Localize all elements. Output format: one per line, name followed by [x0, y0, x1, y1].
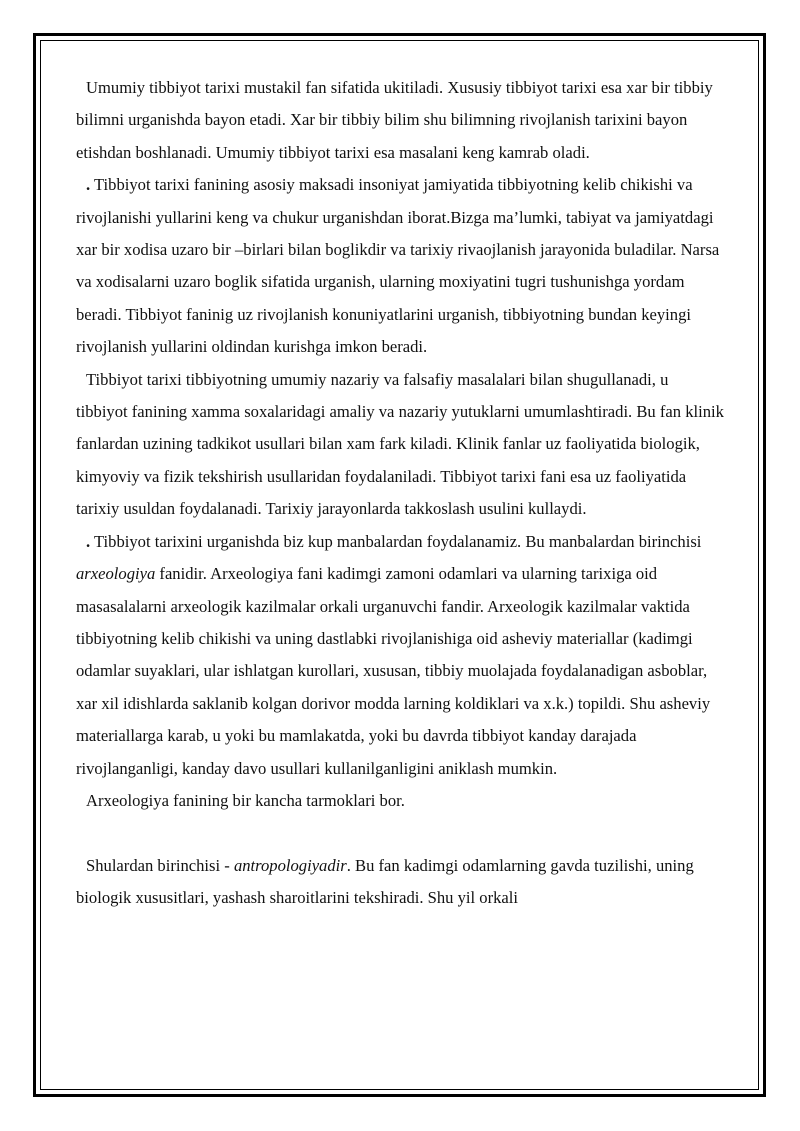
- paragraph-6-text-b: . Bu fan kadimgi odamlarning gavda tuzilishi, uning biologik xususitlari, yashash sharoitlarini tekshiradi. Shu yil orkali: [76, 855, 694, 908]
- document-body: [76, 72, 724, 915]
- paragraph-3: Tibbiyot tarixi tibbiyotning umumiy nazariy va falsafiy masalalari bilan shugullanadi, u tibbiyot fanining xamma soxalaridagi amaliy va nazariy yutuklarni umumlashtiradi. Bu fan klinik fanlardan uzining tadkikot usullari bilan xam fark kiladi. Klinik fanlar uz faoliyatida biologik, kimyoviy va fizik tekshirish usullaridan foydalaniladi. Tibbiyot tarixi fani esa uz faoliyatida tarixiy usuldan foydalanadi. Tarixiy jarayonlarda takkoslash usulini kullaydi.: [76, 369, 724, 519]
- paragraph-4-text-a: Tibbiyot tarixini urganishda biz kup manbalardan foydalanamiz. Bu manbalardan birinchisi: [90, 531, 702, 551]
- paragraph-6-emphasis: antropologiyadir: [233, 855, 347, 875]
- paragraph-4: [76, 526, 724, 785]
- paragraph-2: [76, 169, 724, 363]
- paragraph-4-bullet: .: [86, 531, 91, 551]
- paragraph-5: Arxeologiya fanining bir kancha tarmoklari bor.: [86, 790, 405, 810]
- paragraph-6-text-a: Shulardan birinchisi -: [86, 855, 234, 875]
- paragraph-1: Umumiy tibbiyot tarixi mustakil fan sifatida ukitiladi. Xususiy tibbiyot tarixi esa xar bir tibbiy bilimni urganishda bayon etadi. Xar bir tibbiy bilim shu bilimning rivojlanish tarixini bayon etishdan boshlanadi. Umumiy tibbiyot tarixi esa masalani keng kamrab oladi.: [76, 78, 713, 162]
- paragraph-4-text-b: fanidir. Arxeologiya fani kadimgi zamoni odamlari va ularning tarixiga oid masasalalarni arxeologik kazilmalar orkali urganuvchi fandir. Arxeologik kazilmalar vaktida tibbiyotning kelib chikishi va uning dastlabki rivojlanishiga oid asheviy materiallar (kadimgi odamlar suyaklari, ular ishlatgan kurollari, xususan, tibbiy muolajada foydalanadigan asboblar, xar xil idishlarda saklanib kolgan dorivor modda larning koldiklari va x.k.) topildi. Shu asheviy materiallarga karab, u yoki bu mamlakatda, yoki bu davrda tibbiyot kanday darajada rivojlanganligi, kanday davo usullari kullanilganligini aniklash mumkin.: [76, 564, 711, 778]
- paragraph-2-bullet: .: [86, 175, 91, 195]
- paragraph-4-emphasis: arxeologiya: [76, 564, 156, 584]
- paragraph-6: [76, 850, 724, 915]
- paragraph-2-text: Tibbiyot tarixi fanining asosiy maksadi insoniyat jamiyatida tibbiyotning kelib chikishi va rivojlanishi yullarini keng va chukur urganishdan iborat.Bizga ma’lumki, tabiyat va jamiyatdagi xar bir xodisa uzaro bir –birlari bilan boglikdir va tarixiy rivaojlanish jarayonida buladilar. Narsa va xodisalarni uzaro boglik sifatida urganish, ularning moxiyatini tugri tushunishga yordam beradi. Tibbiyot faninig uz rivojlanish konuniyatlarini urganish, tibbiyotning bundan keyingi rivojlanish yullarini oldindan kurishga imkon beradi.: [76, 175, 720, 357]
- blank-line: [76, 817, 724, 849]
